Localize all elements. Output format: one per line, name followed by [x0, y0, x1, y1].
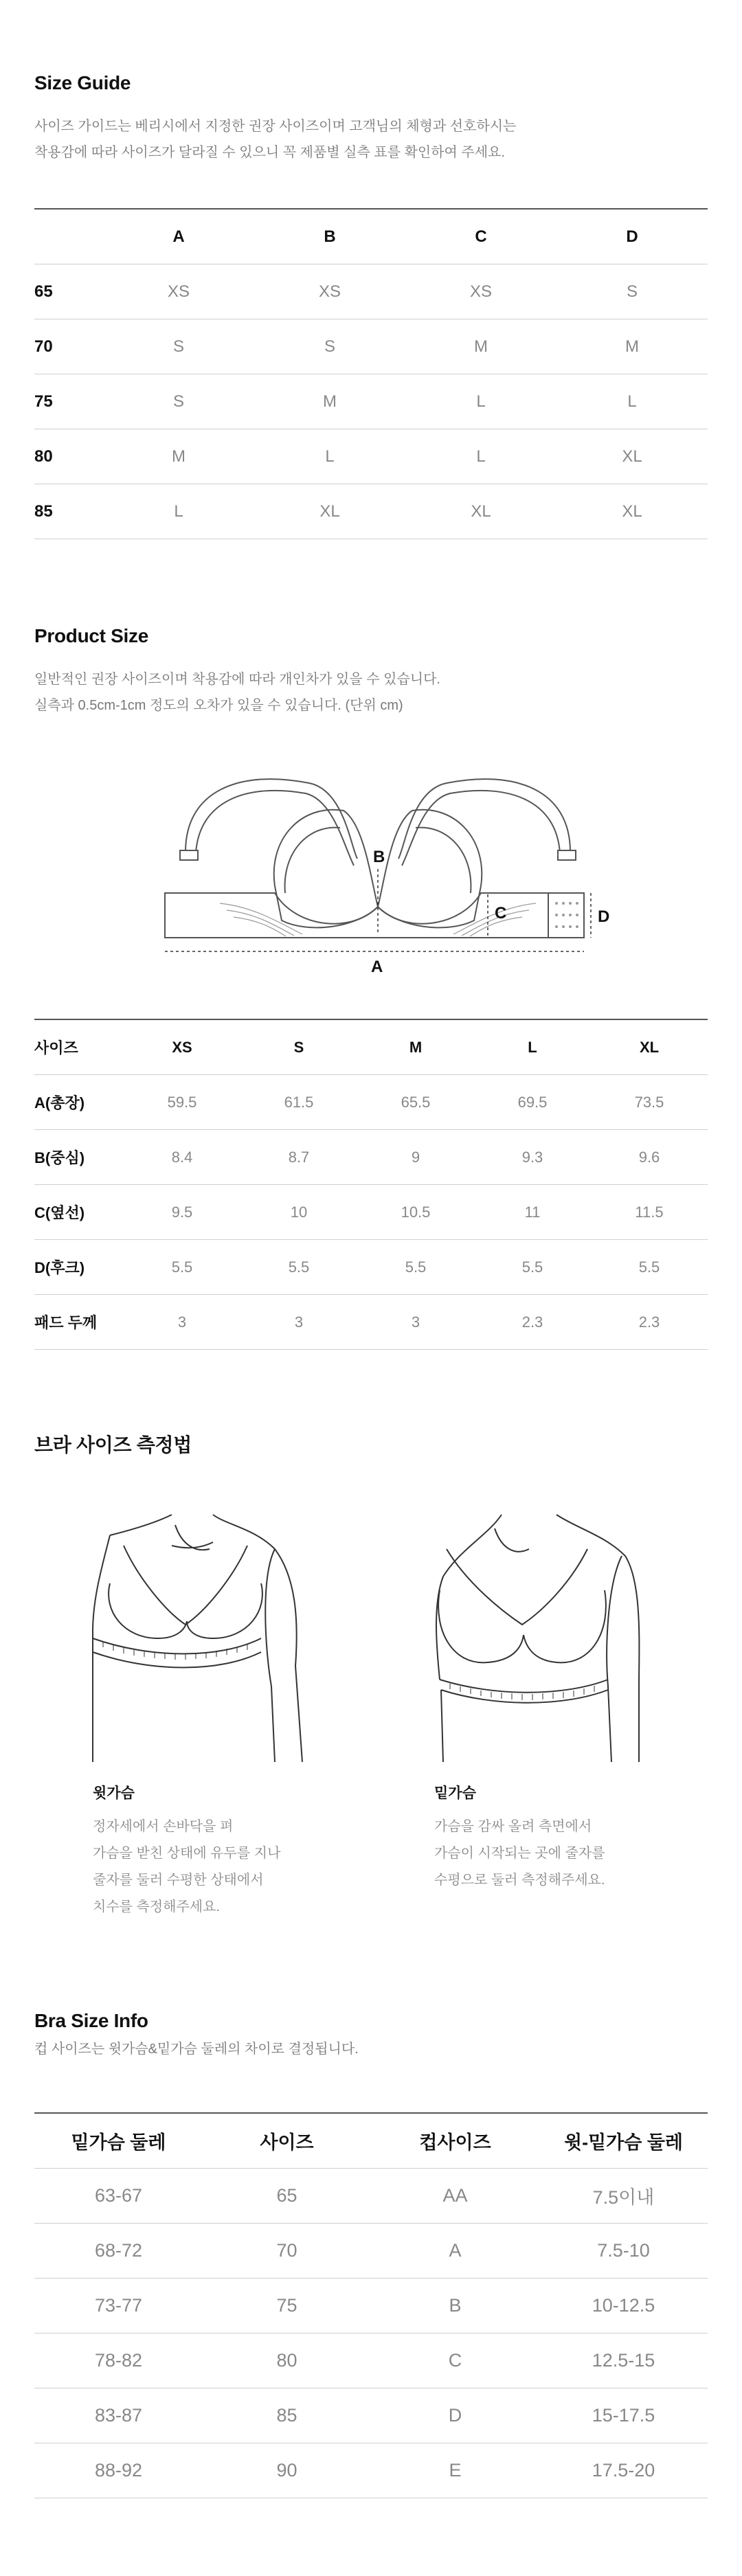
table-cell: 80	[203, 2334, 371, 2388]
under-chest-figure	[426, 1508, 660, 1769]
under-chest-title: 밑가슴	[434, 1785, 476, 1801]
table-cell: E	[371, 2443, 539, 2498]
table-cell: C(옆선)	[34, 1185, 124, 1240]
size-guide-title: Size Guide	[34, 72, 131, 93]
table-row	[34, 264, 708, 319]
table-cell: 9	[357, 1130, 474, 1185]
table-row	[34, 429, 708, 484]
table-row	[34, 2279, 708, 2334]
table-cell: 73.5	[591, 1075, 708, 1130]
table-cell: 3	[240, 1295, 357, 1350]
table-cell: 65	[203, 2169, 371, 2224]
table-cell: 9.5	[124, 1185, 240, 1240]
table-cell: XS	[405, 264, 556, 319]
table-cell: 9.3	[474, 1130, 591, 1185]
bra-info-description: 컵 사이즈는 윗가슴&밑가슴 둘레의 차이로 결정됩니다.	[34, 2042, 359, 2057]
table-cell: L	[405, 374, 556, 429]
table-cell: 패드 두께	[34, 1295, 124, 1350]
under-chest-illustration	[426, 1508, 660, 1769]
table-cell: AA	[371, 2169, 539, 2224]
table-cell: M	[405, 319, 556, 374]
table-row	[34, 2169, 708, 2224]
table-cell: 65.5	[357, 1075, 474, 1130]
table-cell: 68-72	[34, 2224, 203, 2279]
table-cell: 10.5	[357, 1185, 474, 1240]
table-header-cell: L	[474, 1019, 591, 1075]
table-header-cell	[34, 209, 103, 264]
table-cell: 7.5이내	[539, 2169, 708, 2224]
table-header-row	[34, 2113, 708, 2169]
table-row	[34, 319, 708, 374]
table-cell: S	[103, 374, 254, 429]
table-header-cell: D	[556, 209, 708, 264]
upper-chest-caption	[93, 1782, 319, 1921]
table-cell: 65	[34, 264, 103, 319]
table-header-cell: A	[103, 209, 254, 264]
table-header-cell: M	[357, 1019, 474, 1075]
table-cell: S	[556, 264, 708, 319]
upper-chest-text: 정자세에서 손바닥을 펴 가슴을 받친 상태에 유두를 지나 줄자를 둘러 수평한 상태에서 치수를 측정해주세요.	[93, 1819, 281, 1914]
table-cell: 69.5	[474, 1075, 591, 1130]
table-header-cell: B	[254, 209, 405, 264]
product-size-table	[34, 1019, 708, 1350]
table-cell: 5.5	[240, 1240, 357, 1295]
size-guide-table	[34, 208, 708, 539]
table-cell: M	[254, 374, 405, 429]
table-cell: 11	[474, 1185, 591, 1240]
table-header-cell: C	[405, 209, 556, 264]
measure-title: 브라 사이즈 측정법	[34, 1434, 192, 1456]
table-cell: 61.5	[240, 1075, 357, 1130]
table-row	[34, 374, 708, 429]
table-cell: L	[254, 429, 405, 484]
upper-chest-illustration	[82, 1508, 323, 1769]
size-guide-description	[34, 113, 708, 166]
product-size-desc-line: 일반적인 권장 사이즈이며 착용감에 따라 개인차가 있을 수 있습니다.	[34, 672, 440, 687]
table-row	[34, 2334, 708, 2388]
table-cell: XS	[254, 264, 405, 319]
product-size-table-wrap	[34, 1019, 708, 1350]
bra-info-table-wrap	[34, 2112, 708, 2498]
table-cell: M	[556, 319, 708, 374]
table-cell: 70	[203, 2224, 371, 2279]
table-cell: 63-67	[34, 2169, 203, 2224]
table-cell: M	[103, 429, 254, 484]
product-size-title: Product Size	[34, 625, 148, 646]
diagram-label-c: C	[495, 904, 507, 923]
table-cell: B(중심)	[34, 1130, 124, 1185]
product-size-description	[34, 666, 708, 719]
table-cell: 75	[203, 2279, 371, 2334]
table-row	[34, 1240, 708, 1295]
table-row	[34, 484, 708, 539]
table-cell: 3	[357, 1295, 474, 1350]
table-cell: 70	[34, 319, 103, 374]
size-guide-desc-line: 착용감에 따라 사이즈가 달라질 수 있으니 꼭 제품별 실측 표를 확인하여 주세요.	[34, 145, 505, 160]
table-cell: 5.5	[474, 1240, 591, 1295]
table-cell: 59.5	[124, 1075, 240, 1130]
table-row	[34, 2443, 708, 2498]
table-row	[34, 1130, 708, 1185]
product-size-desc-line: 실측과 0.5cm-1cm 정도의 오차가 있을 수 있습니다. (단위 cm)	[34, 698, 403, 713]
table-cell: XL	[556, 429, 708, 484]
table-header-cell: XL	[591, 1019, 708, 1075]
diagram-label-a: A	[371, 958, 383, 976]
table-cell: 10-12.5	[539, 2279, 708, 2334]
product-size-section	[34, 625, 708, 719]
table-cell: 9.6	[591, 1130, 708, 1185]
table-cell: 75	[34, 374, 103, 429]
table-cell: 78-82	[34, 2334, 203, 2388]
table-cell: 5.5	[357, 1240, 474, 1295]
table-cell: S	[254, 319, 405, 374]
table-cell: S	[103, 319, 254, 374]
table-cell: C	[371, 2334, 539, 2388]
table-header-cell: 사이즈	[34, 1019, 124, 1075]
table-cell: 7.5-10	[539, 2224, 708, 2279]
table-cell: L	[405, 429, 556, 484]
table-cell: 83-87	[34, 2388, 203, 2443]
upper-chest-figure	[82, 1508, 323, 1769]
table-cell: 2.3	[474, 1295, 591, 1350]
table-cell: 8.7	[240, 1130, 357, 1185]
upper-chest-title: 윗가슴	[93, 1785, 135, 1801]
table-cell: A(총장)	[34, 1075, 124, 1130]
table-cell: 5.5	[591, 1240, 708, 1295]
table-header-cell: S	[240, 1019, 357, 1075]
table-cell: 15-17.5	[539, 2388, 708, 2443]
table-header-cell: XS	[124, 1019, 240, 1075]
table-cell: L	[103, 484, 254, 539]
table-cell: XL	[254, 484, 405, 539]
table-cell: B	[371, 2279, 539, 2334]
size-guide-table-wrap	[34, 208, 708, 539]
bra-info-table	[34, 2112, 708, 2498]
table-cell: 8.4	[124, 1130, 240, 1185]
table-row	[34, 2388, 708, 2443]
bra-diagram	[137, 762, 618, 982]
table-cell: L	[556, 374, 708, 429]
table-cell: 90	[203, 2443, 371, 2498]
size-guide-desc-line: 사이즈 가이드는 베리시에서 지정한 권장 사이즈이며 고객님의 체형과 선호하시는	[34, 119, 517, 134]
table-header-cell: 윗-밑가슴 둘레	[539, 2113, 708, 2169]
table-cell: 11.5	[591, 1185, 708, 1240]
table-row	[34, 1075, 708, 1130]
table-cell: XS	[103, 264, 254, 319]
table-cell: 3	[124, 1295, 240, 1350]
table-cell: 73-77	[34, 2279, 203, 2334]
under-chest-text: 가슴을 감싸 올려 측면에서 가슴이 시작되는 곳에 줄자를 수평으로 둘러 측정해주세요.	[434, 1819, 605, 1888]
table-cell: 12.5-15	[539, 2334, 708, 2388]
table-cell: 88-92	[34, 2443, 203, 2498]
diagram-label-b: B	[373, 848, 385, 866]
table-cell: XL	[556, 484, 708, 539]
table-cell: XL	[405, 484, 556, 539]
size-guide-section	[34, 72, 708, 166]
table-cell: 2.3	[591, 1295, 708, 1350]
table-cell: 17.5-20	[539, 2443, 708, 2498]
table-row	[34, 2224, 708, 2279]
table-row	[34, 1185, 708, 1240]
table-cell: 80	[34, 429, 103, 484]
diagram-label-d: D	[598, 907, 610, 926]
table-cell: D	[371, 2388, 539, 2443]
table-row	[34, 1295, 708, 1350]
bra-diagram-illustration	[137, 762, 618, 982]
table-cell: 5.5	[124, 1240, 240, 1295]
table-header-row	[34, 1019, 708, 1075]
table-cell: 85	[203, 2388, 371, 2443]
table-header-cell: 컵사이즈	[371, 2113, 539, 2169]
measure-section	[34, 1430, 708, 1458]
table-cell: D(후크)	[34, 1240, 124, 1295]
bra-info-title: Bra Size Info	[34, 2010, 148, 2031]
under-chest-caption	[434, 1782, 661, 1894]
table-cell: 85	[34, 484, 103, 539]
bra-info-section	[34, 2010, 708, 2062]
table-cell: A	[371, 2224, 539, 2279]
table-header-cell: 사이즈	[203, 2113, 371, 2169]
table-cell: 10	[240, 1185, 357, 1240]
table-header-row	[34, 209, 708, 264]
table-header-cell: 밑가슴 둘레	[34, 2113, 203, 2169]
